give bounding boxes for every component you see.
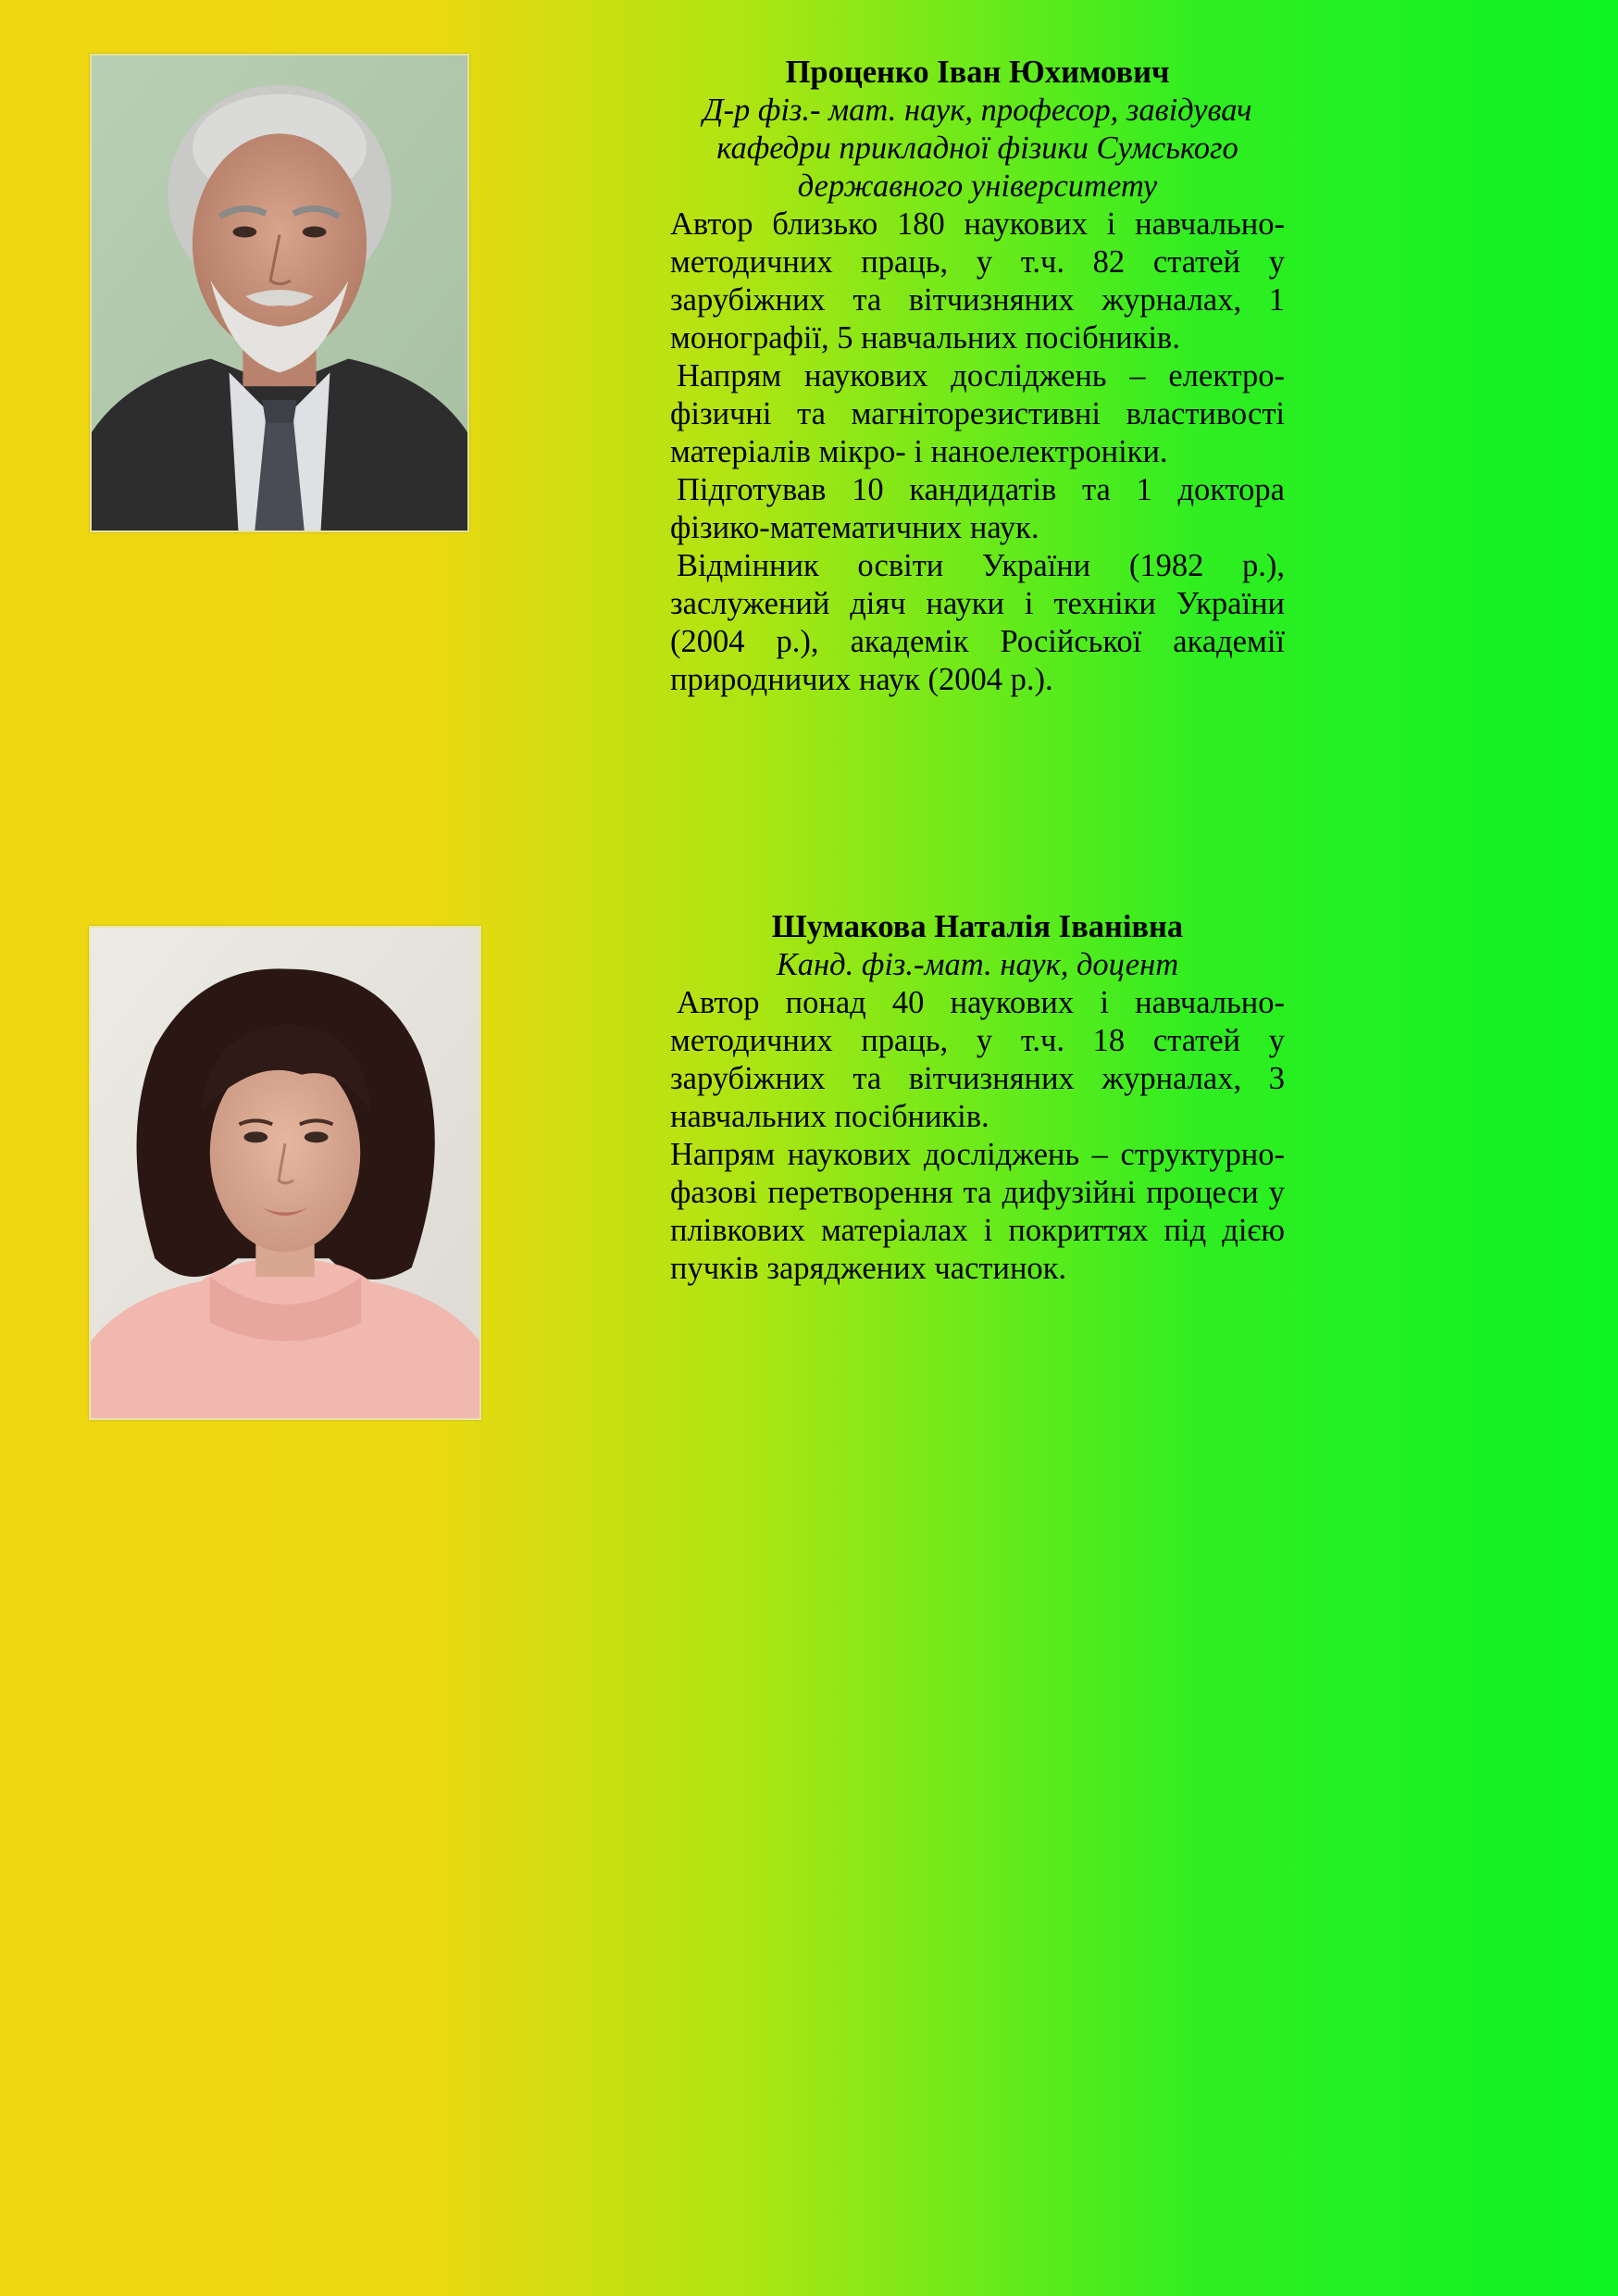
person-name: Проценко Іван Юхимович [785,55,1170,90]
bio-paragraph-research: Напрям наукових досліджень – структурно-фазові перетворення та дифузійні процеси у плівкових матеріалах і покриттях під дією пучків заряджених частинок. [670,1137,1285,1286]
bio-paragraph-students: Підготував 10 кандидатів та 1 доктора фізико-математичних наук. [670,472,1285,545]
bio-paragraph-publications: Автор близько 180 наукових і навчально-методичних праць, у т.ч. 82 статей у зарубіжних та вітчизняних журналах, 1 монографії, 5 навчальних посібників. [670,206,1285,356]
bio-paragraph-research: Напрям наукових досліджень – електро-фізичні та магніторезистивні властивості матеріалів мікро- і наноелектроніки. [670,358,1285,469]
profile-text-protsenko [670,54,1285,699]
profile-text-shumakova [670,908,1285,1288]
bio-paragraph-publications: Автор понад 40 наукових і навчально-методичних праць, у т.ч. 18 статей у зарубіжних та вітчизняних журналах, 3 навчальних посібників. [670,985,1285,1134]
portrait-photo-shumakova [89,926,481,1420]
profile-shumakova [0,889,1618,1444]
person-title: Д-р фіз.- мат. наук, професор, завідувач кафедри прикладної фізики Сумського державного університету [703,93,1252,204]
portrait-woman-image [91,928,479,1418]
person-title: Канд. фіз.-мат. наук, доцент [776,947,1179,982]
profile-protsenko [0,0,1618,833]
person-name: Шумакова Наталія Іванівна [771,909,1184,944]
bio-paragraph-awards: Відмінник освіти України (1982 р.), заслужений діяч науки і техніки України (2004 р.), академік Російської академії природничих наук (2004 р.). [670,548,1285,697]
portrait-photo-protsenko [90,54,469,532]
portrait-man-image [92,56,467,530]
